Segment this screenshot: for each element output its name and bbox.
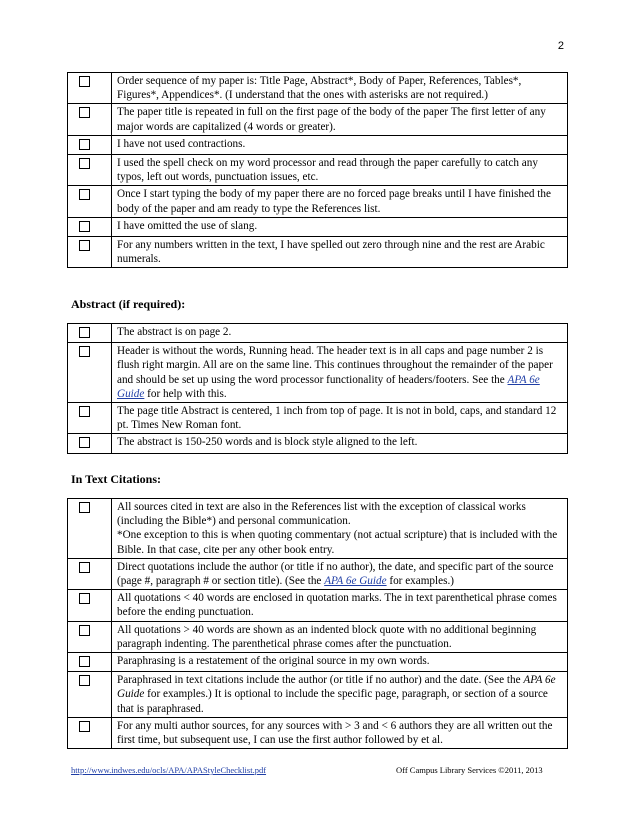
apa-guide-link[interactable]: APA 6e Guide [324, 575, 387, 588]
page-number: 2 [557, 40, 564, 52]
checklist-text: For any numbers written in the text, I have spelled out zero through nine and the rest are Arabic numerals. [112, 237, 568, 268]
checklist-row [68, 672, 568, 718]
checklist-text [112, 672, 568, 718]
checkbox-cell [68, 186, 112, 217]
checkbox-cell [68, 672, 112, 718]
checkbox-icon[interactable] [79, 189, 90, 200]
checkbox-icon[interactable] [79, 346, 90, 357]
checkbox-icon[interactable] [79, 502, 90, 513]
checklist-row [68, 558, 568, 589]
checkbox-cell [68, 558, 112, 589]
abstract-section-title: Abstract (if required): [71, 297, 186, 311]
checklist-row [68, 104, 568, 135]
checkbox-cell [68, 104, 112, 135]
format-checklist-table [67, 72, 568, 268]
checkbox-icon[interactable] [79, 327, 90, 338]
checkbox-cell [68, 434, 112, 453]
checkbox-cell [68, 653, 112, 672]
checkbox-icon[interactable] [79, 656, 90, 667]
checklist-text [112, 558, 568, 589]
footer-credit: Off Campus Library Services ©2011, 2013 [396, 765, 543, 775]
citations-checklist-table [67, 498, 568, 749]
checklist-text: I used the spell check on my word processor and read through the paper carefully to catch any typos, left out words, punctuation issues, etc. [112, 155, 568, 186]
checkbox-icon[interactable] [79, 76, 90, 87]
checkbox-icon[interactable] [79, 562, 90, 573]
text-segment: Direct quotations include the author (or title if no author), the date, and specific part of the source (page #, paragraph # or section title). (See the [117, 560, 554, 588]
checkbox-cell [68, 135, 112, 154]
checkbox-icon[interactable] [79, 406, 90, 417]
checklist-row [68, 217, 568, 236]
checklist-text: Once I start typing the body of my paper there are no forced page breaks until I have finished the body of the paper and am ready to type the References list. [112, 186, 568, 217]
text-paragraph: All sources cited in text are also in the References list with the exception of classical works (including the Bible*) and personal communication. [117, 501, 526, 528]
checklist-row [68, 717, 568, 748]
checklist-row [68, 135, 568, 154]
checklist-row [68, 499, 568, 559]
footer-url-link[interactable]: http://www.indwes.edu/ocls/APA/APAStyleChecklist.pdf [71, 765, 267, 775]
checkbox-icon[interactable] [79, 158, 90, 169]
checkbox-cell [68, 343, 112, 403]
text-segment: for examples.) [386, 575, 454, 588]
checkbox-icon[interactable] [79, 437, 90, 448]
checkbox-icon[interactable] [79, 107, 90, 118]
checklist-text: For any multi author sources, for any sources with > 3 and < 6 authors they are all written out the first time, but subsequent use, I can use the first author followed by et al. [112, 717, 568, 748]
checklist-row [68, 324, 568, 343]
checkbox-icon[interactable] [79, 221, 90, 232]
checkbox-icon[interactable] [79, 721, 90, 732]
checklist-row [68, 403, 568, 434]
checkbox-cell [68, 717, 112, 748]
checkbox-icon[interactable] [79, 675, 90, 686]
checklist-row [68, 653, 568, 672]
checklist-text: I have omitted the use of slang. [112, 217, 568, 236]
checklist-text [112, 343, 568, 403]
checklist-row [68, 434, 568, 453]
apa-guide-link[interactable]: APA 6e Guide [117, 373, 540, 400]
text-segment: for examples.) It is optional to include the specific page, paragraph, or section of a source that is paraphrased. [117, 688, 548, 715]
checkbox-cell [68, 403, 112, 434]
checklist-row [68, 237, 568, 268]
checkbox-cell [68, 324, 112, 343]
checkbox-icon[interactable] [79, 139, 90, 150]
checkbox-cell [68, 237, 112, 268]
abstract-checklist-table [67, 323, 568, 454]
checkbox-cell [68, 155, 112, 186]
text-segment: Header is without the words, Running head. The header text is in all caps and page number 2 is flush right margin. All are on the same line. This continues throughout the remainder of the paper and should be set up using the word processor functionality of headers/footers. See the [117, 345, 553, 386]
checkbox-cell [68, 621, 112, 652]
text-segment: Paraphrased in text citations include the author (or title if no author) and the date. (See the [117, 674, 524, 687]
text-paragraph: *One exception to this is when quoting commentary (not actual scripture) that is included with the Bible. In that case, cite per any other book entry. [117, 529, 558, 556]
checkbox-cell [68, 73, 112, 104]
checklist-text: Order sequence of my paper is: Title Page, Abstract*, Body of Paper, References, Tables*, Figures*, Appendices*. (I understand that the ones with asterisks are not required.) [112, 73, 568, 104]
checklist-row [68, 343, 568, 403]
checklist-row [68, 621, 568, 652]
checklist-row [68, 155, 568, 186]
checklist-text: All quotations < 40 words are enclosed in quotation marks. The in text parenthetical phrase comes before the ending punctuation. [112, 590, 568, 621]
checklist-text: The paper title is repeated in full on the first page of the body of the paper The first letter of any major words are capitalized (4 words or greater). [112, 104, 568, 135]
checklist-text: Paraphrasing is a restatement of the original source in my own words. [112, 653, 568, 672]
guide-title-italic: APA 6e Guide [117, 674, 556, 701]
checklist-text: I have not used contractions. [112, 135, 568, 154]
checklist-text: The page title Abstract is centered, 1 inch from top of page. It is not in bold, caps, and standard 12 pt. Times New Roman font. [112, 403, 568, 434]
checkbox-icon[interactable] [79, 625, 90, 636]
checkbox-cell [68, 590, 112, 621]
text-segment: for help with this. [144, 387, 227, 400]
checklist-row [68, 186, 568, 217]
checklist-text: All quotations > 40 words are shown as an indented block quote with no additional beginning paragraph indenting. The parenthetical phrase comes after the punctuation. [112, 621, 568, 652]
checkbox-icon[interactable] [79, 593, 90, 604]
checkbox-icon[interactable] [79, 240, 90, 251]
checklist-row [68, 73, 568, 104]
citations-section-title: In Text Citations: [71, 472, 162, 486]
checkbox-cell [68, 499, 112, 559]
checklist-row [68, 590, 568, 621]
checklist-text: The abstract is 150-250 words and is block style aligned to the left. [112, 434, 568, 453]
checkbox-cell [68, 217, 112, 236]
checklist-text: The abstract is on page 2. [112, 324, 568, 343]
checklist-text [112, 499, 568, 559]
